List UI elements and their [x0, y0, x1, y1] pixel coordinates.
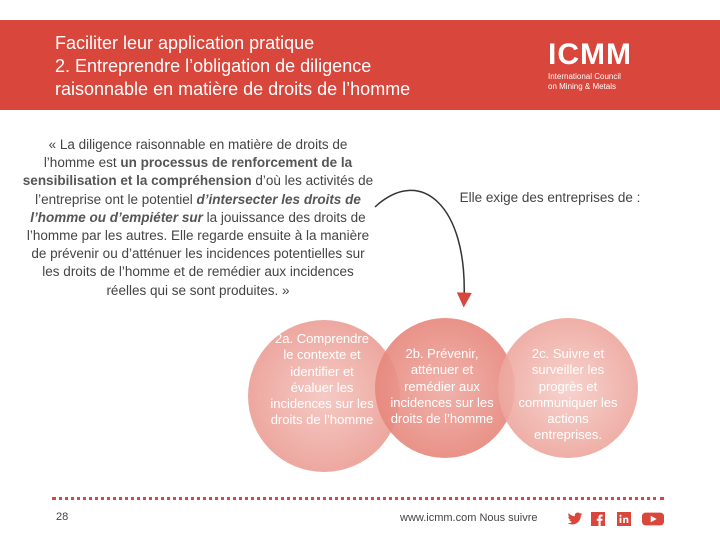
logo-subtitle-line-2: on Mining & Metals: [548, 82, 617, 91]
youtube-icon[interactable]: [642, 511, 664, 527]
logo-subtitle-line-1: International Council: [548, 72, 621, 81]
website-link[interactable]: www.icmm.com Nous suivre: [400, 512, 538, 524]
circle-2a-text: 2a. Comprendre le contexte et identifier et évaluer les incidences sur les droits de l’homme: [270, 331, 374, 428]
page-number: 28: [56, 511, 69, 523]
facebook-icon[interactable]: [591, 511, 605, 527]
title-line-3: raisonnable en matière de droits de l’homme: [55, 79, 411, 99]
requirement-label: Elle exige des entreprises de :: [459, 190, 641, 205]
quote-text-1: « La diligence raisonnable en matière de droits de l’homme est: [43, 137, 348, 171]
linkedin-icon[interactable]: [617, 511, 631, 527]
circle-2b-text: 2b. Prévenir, atténuer et remédier aux incidences sur les droits de l’homme: [390, 346, 494, 427]
footer-divider: [52, 497, 664, 500]
twitter-icon[interactable]: [566, 511, 584, 527]
quote-text-3: la jouissance des droits de l’homme par les autres. Elle regarde ensuite à la manière de prévenir ou d’atténuer les incidences potentielles sur les droits de l’homme et de remédier aux incidences réelles qui se sont produites. »: [26, 209, 370, 298]
title-line-1: Faciliter leur application pratique: [55, 33, 315, 53]
title-line-2: 2. Entreprendre l’obligation de diligence: [55, 56, 372, 76]
circle-2c-text: 2c. Suivre et surveiller les progrès et communiquer les actions entreprises.: [518, 346, 618, 443]
quote-text-2: d’où les activités de l’entreprise ont le potentiel: [35, 173, 374, 207]
logo-wordmark: ICMM: [548, 38, 632, 71]
quote-bold-1: un processus de renforcement de la sensibilisation et la compréhension: [22, 155, 353, 189]
quote-bold-italic-1: d’intersecter les droits de l’homme ou d’empiéter sur: [30, 191, 361, 225]
